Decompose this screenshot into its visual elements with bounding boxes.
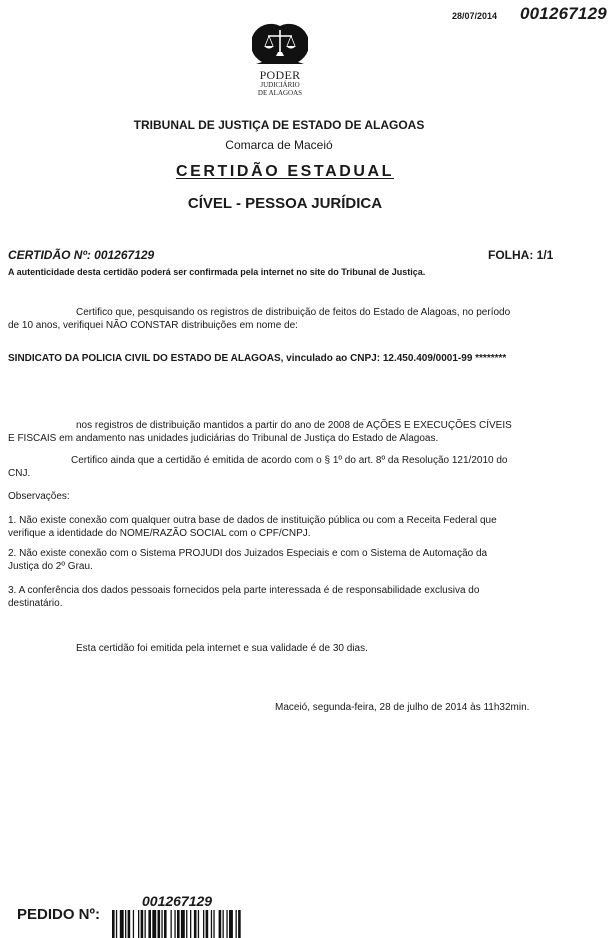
certificate-subtitle: CÍVEL - PESSOA JURÍDICA bbox=[187, 195, 383, 212]
order-number: 001267129 bbox=[142, 893, 213, 909]
paragraph-records bbox=[8, 419, 552, 445]
paragraph-certify-line-2: de 10 anos, verifiquei NÃO CONSTAR distribuições em nome de: bbox=[8, 320, 298, 331]
authenticity-note: A autenticidade desta certidão poderá ser confirmada pela internet no site do Tribunal de Justiça. bbox=[8, 267, 426, 277]
logo-line-2: JUDICIÁRIO bbox=[260, 81, 300, 89]
court-logo bbox=[252, 22, 308, 100]
certificate-number: CERTIDÃO Nº: 001267129 bbox=[8, 248, 155, 262]
observation-1 bbox=[8, 514, 552, 540]
observation-2 bbox=[8, 547, 552, 573]
comarca: Comarca de Maceió bbox=[225, 138, 333, 152]
observation-1-line-2: verifique a identidade do NOME/RAZÃO SOCIAL com o CPF/CNPJ. bbox=[8, 528, 311, 539]
logo-line-3: DE ALAGOAS bbox=[257, 89, 303, 97]
court-name: TRIBUNAL DE JUSTIÇA DE ESTADO DE ALAGOAS bbox=[133, 118, 425, 132]
observation-2-line-1: 2. Não existe conexão com o Sistema PROJUDI dos Juizados Especiais e com o Sistema de Automação da bbox=[8, 548, 488, 559]
observation-3-line-2: destinatário. bbox=[8, 598, 63, 609]
observation-1-line-1: 1. Não existe conexão com qualquer outra base de dados de instituição pública ou com a Receita Federal que bbox=[8, 515, 497, 526]
order-label: PEDIDO Nº: bbox=[17, 906, 100, 923]
validity-note: Esta certidão foi emitida pela internet e sua validade é de 30 dias. bbox=[76, 643, 368, 654]
paragraph-resolution-line-1: Certifico ainda que a certidão é emitida de acordo com o § 1º do art. 8º da Resolução 121/2010 do bbox=[71, 455, 508, 466]
header-date: 28/07/2014 bbox=[452, 11, 498, 21]
sheet-number: FOLHA: 1/1 bbox=[488, 248, 554, 262]
logo-line-1: PODER bbox=[259, 68, 301, 82]
observation-3 bbox=[8, 584, 552, 610]
paragraph-certify-line-1: Certifico que, pesquisando os registros de distribuição de feitos do Estado de Alagoas, no período bbox=[76, 307, 511, 318]
paragraph-resolution bbox=[8, 454, 552, 480]
observation-3-line-1: 3. A conferência dos dados pessoais fornecidos pela parte interessada é de responsabilidade exclusiva do bbox=[8, 585, 480, 596]
scales-of-justice-icon bbox=[252, 22, 308, 68]
paragraph-resolution-line-2: CNJ. bbox=[8, 468, 31, 479]
barcode-icon bbox=[112, 910, 300, 938]
place-and-date: Maceió, segunda-feira, 28 de julho de 2014 às 11h32min. bbox=[275, 702, 530, 713]
header-number: 001267129 bbox=[520, 4, 607, 23]
entity-name: SINDICATO DA POLICIA CIVIL DO ESTADO DE ALAGOAS, vinculado ao CNPJ: 12.450.409/0001-99 ******** bbox=[8, 353, 507, 364]
observation-2-line-2: Justiça do 2º Grau. bbox=[8, 561, 93, 572]
paragraph-records-line-2: E FISCAIS em andamento nas unidades judiciárias do Tribunal de Justiça do Estado de Alagoas. bbox=[8, 433, 439, 444]
observations-label: Observações: bbox=[8, 491, 70, 502]
paragraph-certify bbox=[8, 306, 552, 332]
paragraph-records-line-1: nos registros de distribuição mantidos a partir do ano de 2008 de AÇÕES E EXECUÇÕES CÍVEIS bbox=[76, 420, 512, 431]
certificate-title: CERTIDÃO ESTADUAL bbox=[175, 163, 395, 180]
